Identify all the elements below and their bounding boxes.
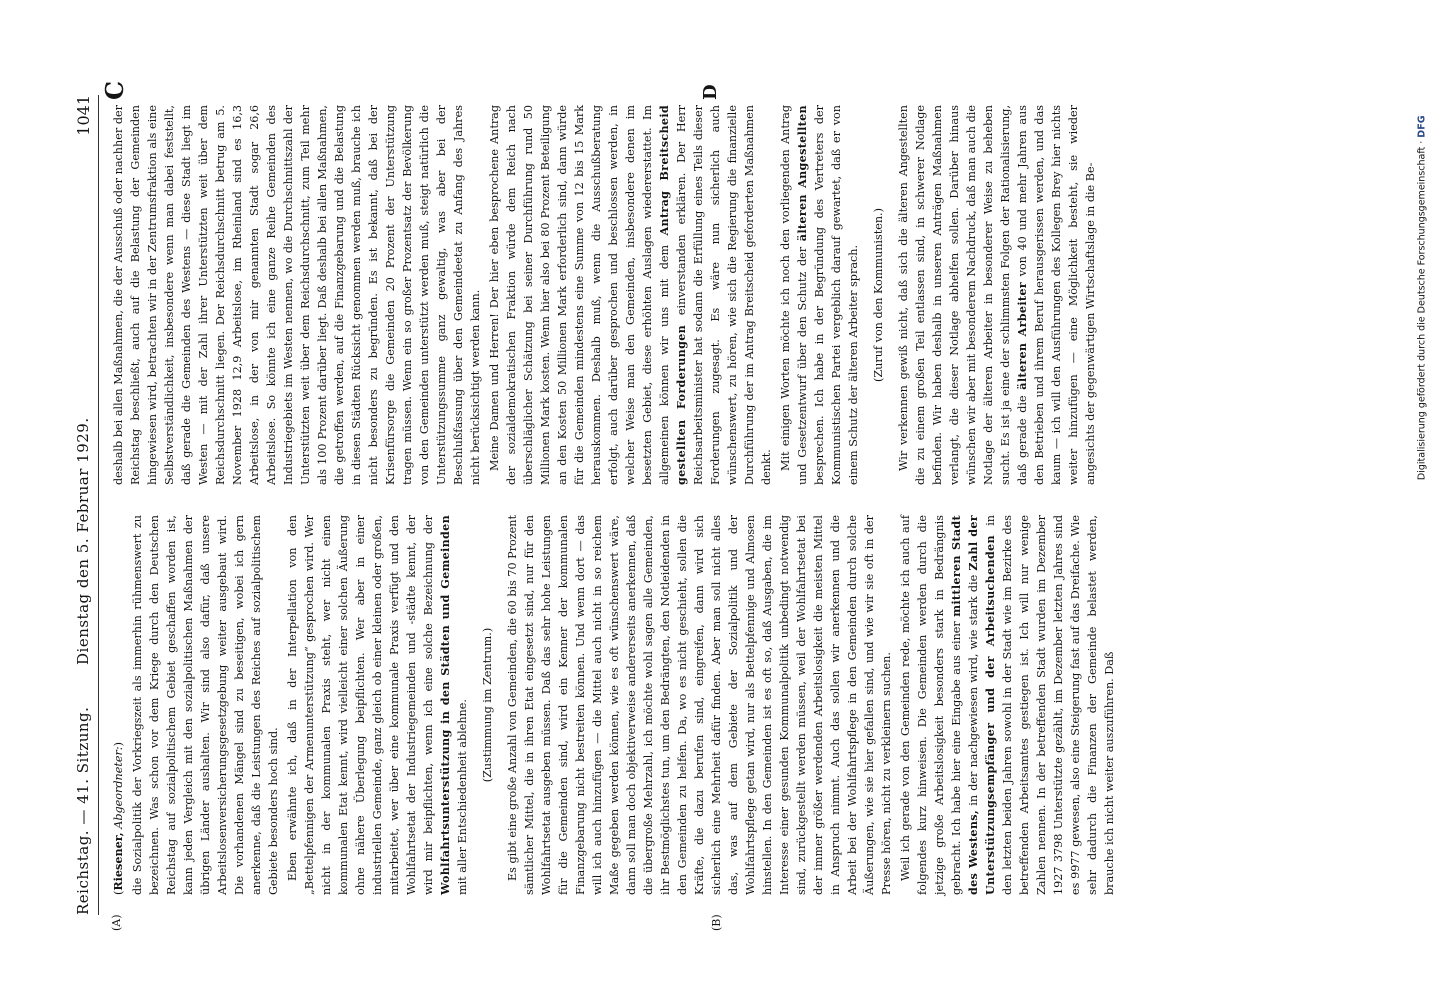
speaker-name: Riesener, [111,832,125,891]
speaker-line: (Riesener, Abgeordneter:) [111,742,125,895]
emphasis-text: Wohlfahrtsunterstützung in den Städten und Gemeinden [438,515,452,895]
speaker-role: Abgeordneter: [112,746,125,829]
paragraph [777,105,862,485]
margin-marker-d: D [700,84,721,100]
paragraph-text: Meine Damen und Herren! Der hier eben besprochene Antrag der sozialdemokratischen Fraktion würde dem Reich nach überschläglicher Schätzung bei seiner Durchführung rund 50 Millionen Mark kosten. Wenn hier also bei 80 Prozent Beteiligung an den Kosten 50 Millionen Mark erforderlich sind, dann würde für die Gemeinden mindestens eine Summe von 12 bis 15 Mark herauskommen. Deshalb muß, wenn die Ausschußberatung erfolgt, auch darüber gesprochen und beschlossen werden, in welcher Weise man den Gemeinden, insbesondere denen im besetzten Gebiet, diese erhöhten Auslagen wiedererstattet. Im allgemeinen können wir uns mit dem [488,105,671,485]
dfg-logo: DFG [1416,115,1428,138]
emphasis-text: Antrag Breitscheid gestellten Forderungen [657,105,688,485]
margin-marker-a: (A) [110,914,123,931]
paragraph-text: Wir verkennen gewiß nicht, daß sich die älteren Angestellten die zu einem großen Teil entlassen sind, in schwerer Notlage befinden. Wir haben deshalb in unseren Anträgen Maßnahmen verlangt, die dieser Notlage abhelfen sollen. Darüber hinaus wünschen wir aber mit besonderem Nachdruck, daß man auch die Notlage der älteren Arbeiter in besonderer Weise zu beheben sucht. Es ist ja eine der schlimmsten Folgen der Rationalisierung, daß gerade die [897,105,1029,485]
paragraph: Es gibt eine große Anzahl von Gemeinden, die 60 bis 70 Prozent sämtlicher Mittel, die in ihren Etat eingesetzt sind, nur für den Wohlfahrtsetat ausgeben müssen. Daß das sehr hohe Leistungen für die Gemeinden sind, wird ein Kenner der kommunalen Finanzgebarung nicht bestreiten können. Und wenn dort — das will ich auch hinzufügen — die Mittel auch nicht in so reichem Maße gegeben werden können, wie es oft wünschenswert wäre, dann soll man doch objektiverweise andererseits anerkennen, daß die übergroße Mehrzahl, ich möchte wohl sagen alle Gemeinden, ihr Bestmöglichstes tun, um den Bedrängten, den Notleidenden in den Gemeinden zu helfen. Da, wo es nicht geschieht, sollen die Kräfte, die dazu berufen sind, eingreifen, dann wird sich sicherlich eine Mehrheit dafür finden. Aber man soll nicht alles das, was auf dem Gebiete der Sozialpolitik und der Wohlfahrtspflege getan wird, nur als Bettelpfennige und Almosen hinstellen. In den Gemeinden ist es oft so, daß Ausgaben, die im Interesse einer gesunden Kommunalpolitik unbedingt notwendig sind, zurückgestellt werden müssen, weil der Wohlfahrtsetat bei der immer größer werdenden Arbeitslosigkeit die meisten Mittel in Anspruch nimmt. Auch das sollen wir anerkennen und die Arbeit bei der Wohlfahrtspflege in den Gemeinden durch solche Äußerungen, wie sie hier gefallen sind, und wie wir sie oft in der Presse hören, nicht zu verkleinern suchen. [506,515,893,895]
paragraph-text: von 40 und mehr Jahren aus den Betrieben und ihrem Beruf herausgerissen werden, und das kaum — ich will den Ausführungen des Kollegen Brey hier nichts weiter hinzufügen — eine Möglichkeit besteht, sie wieder angesichts der gegenwärtigen Wirtschaftslage in die Be- [1016,105,1097,485]
paragraph-text: besprechen. Ich habe in der Begründung des Vertreters der Kommunistischen Partei vergeblich darauf gewartet, daß er von einem Schutz der älteren Arbeiter sprach. [813,105,860,485]
rotated-page [70,80,1310,931]
paragraph-text: Mit einigen Worten möchte ich noch den vorliegenden Antrag und Gesetzentwurf über den Schutz der [779,105,809,485]
margin-marker-c: C [100,80,129,100]
paragraph-text: Eben erwähnte ich, daß in der Interpellation von den „Bettelpfennigen der Armenunterstützung“ gesprochen wird. Wer nicht in der kommunalen Praxis steht, wer nicht einen kommunalen Etat kennt, wird vielleicht einer solchen Äußerung ohne nähere Überlegung beipflichten. Wer aber in einer industriellen Gemeinde, ganz gleich ob einer kleinen oder großen, mitarbeitet, wer über eine kommunale Praxis verfügt und den Wohlfahrtsetat der Industriegemeinden und -städte kennt, der wird mir beipflichten, wenn ich eine solche Bezeichnung der [286,515,435,895]
page-number: 1041 [74,95,93,136]
emphasis-text: älteren Arbeiter [1015,282,1029,390]
digitization-credit [1412,0,1432,1000]
emphasis-text: Zahl der Unterstützungsempfänger und der Arbeitsuchenden [966,515,997,895]
emphasis-text: älteren Angestellten [795,105,809,242]
margin-marker-b: (B) [710,914,723,931]
page-header [70,95,99,915]
paragraph: deshalb bei allen Maßnahmen, die der Ausschuß oder nachher der Reichstag beschließt, auch auf die Belastung der Gemeinden hingewiesen wird, betrachten wir in der Zentrumsfraktion als eine Selbstverständlichkeit, insbesondere wenn man dabei feststellt, daß gerade die Gemeinden des Westens — diese Stadt liegt im Westen — mit der Zahl ihrer Unterstützten weit über dem Reichsdurchschnitt liegen. Der Reichsdurchschnitt betrug am 5. November 1928 12,9 Arbeitslose, im Rheinland sind es 16,3 Arbeitslose, in der von mir genannten Stadt sogar 26,6 Arbeitslose. So könnte ich eine ganze Reihe Gemeinden des Industriegebiets im Westen nennen, wo die Durchschnittszahl der Unterstützten weit über dem Reichsdurchschnitt, zum Teil mehr als 100 Prozent darüber liegt. Daß deshalb bei allen Maßnahmen, die getroffen werden, auf die Finanzgebarung und die Belastung in diesen Städten Rücksicht genommen werden muß, brauche ich nicht besonders zu begründen. Es ist bekannt, daß bei der Krisenfürsorge die Gemeinden 20 Prozent der Unterstützung tragen müssen. Wenn ein so großer Prozentsatz der Bevölkerung von den Gemeinden unterstützt werden muß, steigt natürlich die Unterstützungssumme ganz gewaltig, was aber bei der Beschlußfassung über den Gemeindeetat zu Anfang des Jahres nicht berücksichtigt werden kann. [112,105,482,485]
credit-line: Digitalisierung gefördert durch die Deutsche Forschungsgemeinschaft · DFG [1416,115,1428,481]
paragraph [486,105,775,485]
paragraph [284,515,471,895]
credit-text: Digitalisierung gefördert durch die Deutsche Forschungsgemeinschaft [1416,146,1428,481]
paragraph-text: Weil ich gerade von den Gemeinden rede, möchte ich auch auf folgendes kurz hinweisen. Die Gemeinden werden durch die jetzige große Arbeitslosigkeit besonders stark in Bedrängnis gebracht. Ich habe hier eine Eingabe aus einer [899,515,963,895]
paragraph-text: in den letzten beiden Jahren sowohl in der Stadt wie im Bezirke des betreffenden Arbeitsamtes gestiegen ist. Ich will nur wenige Zahlen nennen. In der betreffenden Stadt wurden im Dezember 1927 3798 Unterstützte gezählt, im Dezember letzten Jahres sind es 9977 gewesen, also eine Steigerung fast auf das Dreifache. Wie sehr dadurch die Finanzen der Gemeinde belastet werden, brauche ich nicht weiter auszuführen. Daß [984,514,1116,895]
paragraph [897,515,1118,895]
paragraph: die Sozialpolitik der Vorkriegszeit als immerhin rühmenswert zu bezeichnen. Was schon vor dem Kriege durch den Deutschen Reichstag auf sozialpolitischem Gebiet geschaffen worden ist, kann jeden Vergleich mit den sozialpolitischen Maßnahmen der übrigen Länder aushalten. Wir sind also dafür, daß unsere Arbeitslosenversicherungsgesetzgebung weiter ausgebaut wird. Die vorhandenen Mängel sind zu beseitigen, wobei ich gern anerkenne, daß die Leistungen des Reiches auf sozialpolitischem Gebiete besonders hoch sind. [131,515,280,895]
paragraph-text: mit aller Entschiedenheit ablehne. [456,699,469,895]
scanned-page-area [70,80,1310,931]
interjection-note: (Zuruf von den Kommunisten.) [872,208,885,382]
header-date: Dienstag den 5. Februar 1929. [74,417,92,665]
header-session: Reichstag. — 41. Sitzung. [74,706,92,915]
paragraph-text: in der nachgewiesen wird, wie stark die [967,574,980,806]
left-column [110,515,1120,895]
paragraph [895,105,1099,485]
paragraph-text: einverstanden erklären. Der Herr Reichsarbeitsminister hat sodann die Erfüllung eines Teils dieser Forderungen zugesagt. Es wäre nun sicherlich auch wünschenswert, zu hören, wie sich die Regierung die finanzielle Durchführung der im Antrag Breitscheid geforderten Maßnahmen denkt. [675,105,773,485]
right-column [110,105,1101,485]
emphasis-text: mittleren Stadt des Westens, [949,515,980,895]
applause-note: (Zustimmung im Zentrum.) [481,627,494,783]
